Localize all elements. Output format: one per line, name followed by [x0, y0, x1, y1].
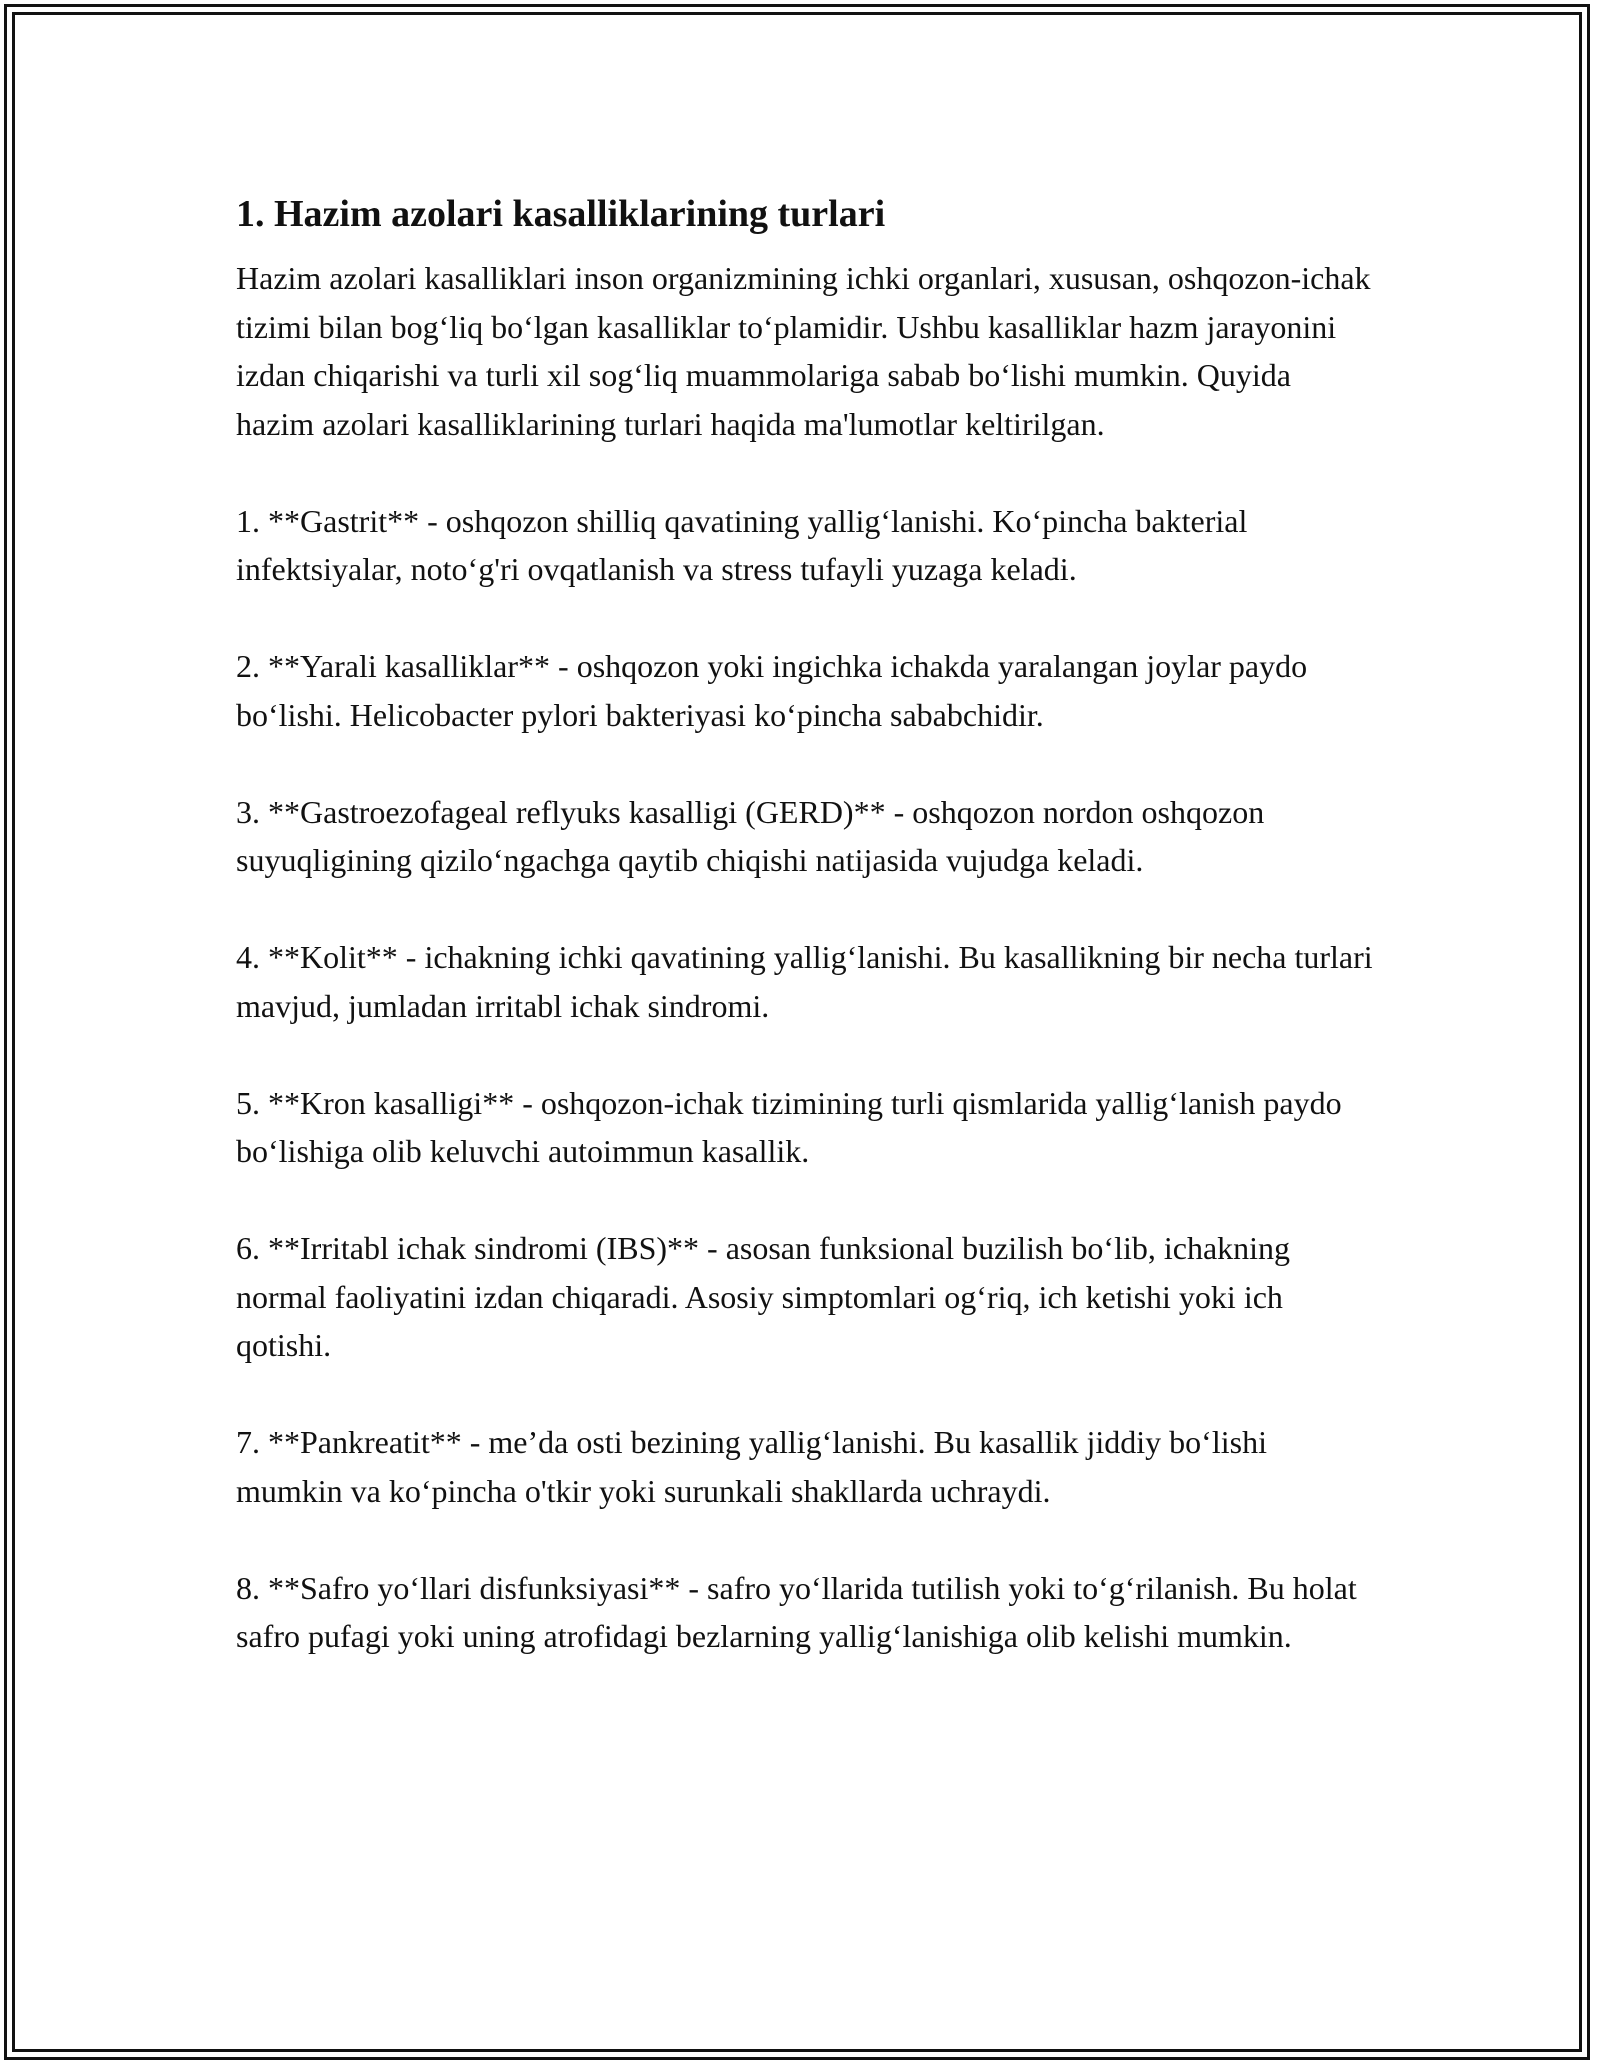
intro-paragraph: Hazim azolari kasalliklari inson organizmining ichki organlari, xususan, oshqozon-ichak tizimi bilan bog‘liq bo‘lgan kasalliklar to‘plamidir. Ushbu kasalliklar hazm jarayonini izdan chiqarishi va turli xil sog‘liq muammolariga sabab bo‘lishi mumkin. Quyida hazim azolari kasalliklarining turlari haqida ma'lumotlar keltirilgan.: [236, 260, 1371, 442]
list-item-yarali-kasalliklar: 2. **Yarali kasalliklar** - oshqozon yoki ingichka ichakda yaralangan joylar paydo bo‘lishi. Helicobacter pylori bakteriyasi ko‘pincha sababchidir.: [236, 648, 1308, 733]
list-item-safro-yollari: 8. **Safro yo‘llari disfunksiyasi** - safro yo‘llarida tutilish yoki to‘g‘rilanish. Bu holat safro pufagi yoki uning atrofidagi bezlarning yallig‘lanishiga olib kelishi mumkin.: [236, 1569, 1357, 1654]
list-item-kron-kasalligi: 5. **Kron kasalligi** - oshqozon-ichak tizimining turli qismlarida yallig‘lanish paydo bo‘lishiga olib keluvchi autoimmun kasallik.: [236, 1084, 1342, 1169]
list-item-gastrit: 1. **Gastrit** - oshqozon shilliq qavatining yallig‘lanishi. Ko‘pincha bakterial infektsiyalar, noto‘g'ri ovqatlanish va stress tufayli yuzaga keladi.: [236, 502, 1248, 587]
list-item-kolit: 4. **Kolit** - ichakning ichki qavatining yallig‘lanishi. Bu kasallikning bir necha turlari mavjud, jumladan irritabl ichak sindromi.: [236, 939, 1373, 1024]
page-title: 1. Hazim azolari kasalliklarining turlari: [236, 193, 886, 235]
list-item-pankreatit: 7. **Pankreatit** - me’da osti bezining yallig‘lanishi. Bu kasallik jiddiy bo‘lishi mumkin va ko‘pincha o'tkir yoki surunkali shakllarda uchraydi.: [236, 1424, 1267, 1509]
list-item-gerd: 3. **Gastroezofageal reflyuks kasalligi (GERD)** - oshqozon nordon oshqozon suyuqligining qizilo‘ngachga qaytib chiqishi natijasida vujudga keladi.: [236, 793, 1265, 878]
document-body: [236, 186, 1376, 1709]
list-item-ibs: 6. **Irritabl ichak sindromi (IBS)** - asosan funksional buzilish bo‘lib, ichakning normal faoliyatini izdan chiqaradi. Asosiy simptomlari og‘riq, ich ketishi yoki ich qotishi.: [236, 1230, 1291, 1363]
